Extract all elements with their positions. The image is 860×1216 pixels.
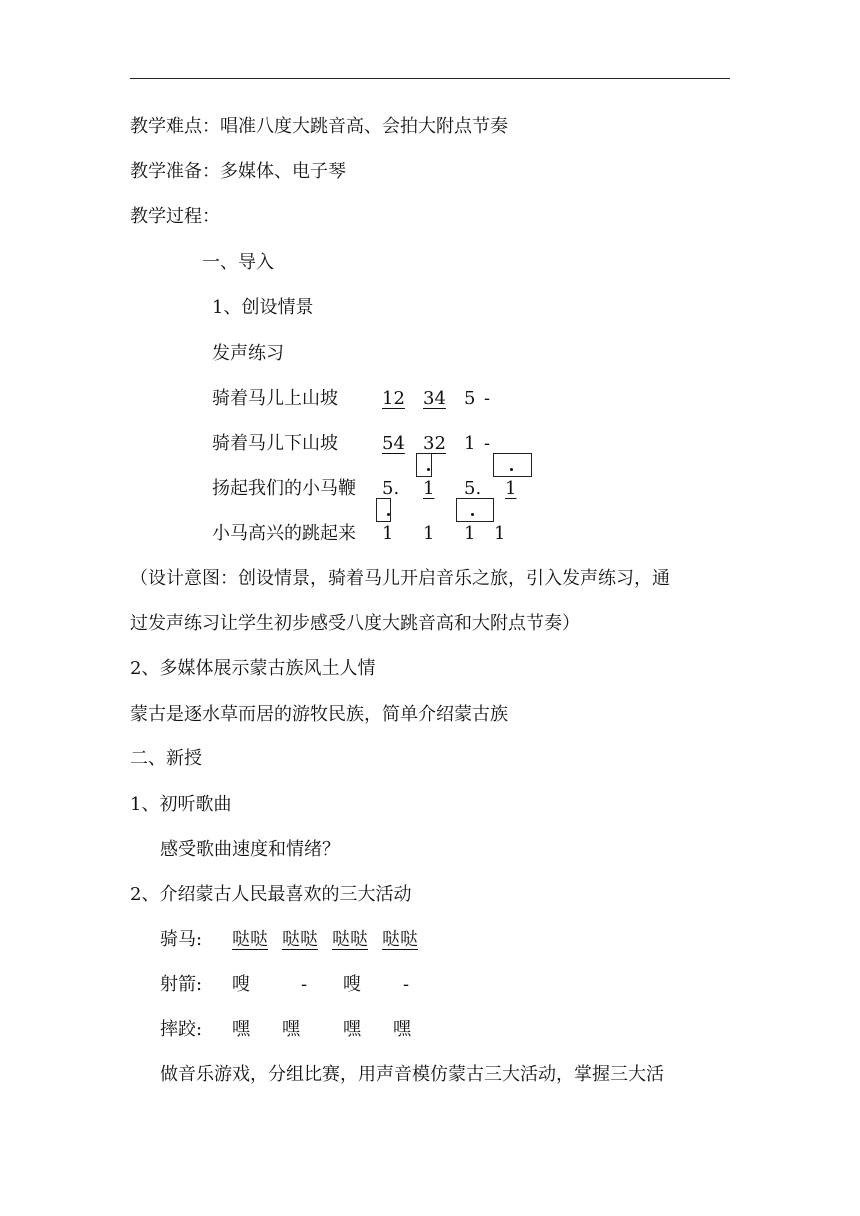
notation: 1 (494, 523, 506, 544)
beat: 嘿 (393, 1019, 411, 1040)
beat: 嗖 (343, 974, 361, 995)
notation: 32 (423, 433, 446, 454)
vocal-row-text: 扬起我们的小马鞭 (212, 478, 356, 499)
activity-label: 射箭: (160, 974, 203, 995)
activity-label: 摔跤: (160, 1019, 203, 1040)
notation: - (484, 388, 491, 409)
beat: 嘿 (232, 1019, 250, 1040)
beat: 哒哒 (232, 929, 268, 950)
octave-box (416, 453, 432, 477)
vocal-row-text: 骑着马儿下山坡 (212, 433, 338, 454)
octave-dot (471, 513, 474, 516)
vocal-row-text: 骑着马儿上山坡 (212, 388, 338, 409)
section-new: 二、新授 (130, 748, 202, 769)
notation: 12 (382, 388, 405, 409)
notation: 1 (505, 478, 517, 499)
octave-dot (387, 513, 390, 516)
beat: 嘿 (343, 1019, 361, 1040)
beat: 哒哒 (282, 929, 318, 950)
header-rule (130, 78, 730, 79)
notation: 34 (423, 388, 446, 409)
beat: - (403, 974, 410, 995)
notation: - (484, 433, 491, 454)
mongol-intro: 蒙古是逐水草而居的游牧民族，简单介绍蒙古族 (130, 704, 508, 725)
beat: 哒哒 (382, 929, 418, 950)
notation: 1 (382, 523, 394, 544)
octave-box (376, 498, 391, 522)
beat: 嗖 (232, 974, 250, 995)
notation: 54 (382, 433, 405, 454)
design-intent-line1: （设计意图：创设情景，骑着马儿开启音乐之旅，引入发声练习，通 (130, 568, 670, 589)
notation: 5 (464, 388, 476, 409)
octave-box (493, 453, 532, 477)
vocal-row-text: 小马高兴的跳起来 (212, 523, 356, 544)
notation: 1 (423, 523, 435, 544)
notation: 5. (382, 478, 400, 499)
vocal-heading: 发声练习 (212, 343, 284, 364)
section-intro: 一、导入 (202, 252, 274, 273)
octave-dot (427, 468, 430, 471)
notation: 1 (464, 523, 476, 544)
teaching-process: 教学过程： (130, 206, 220, 227)
beat: - (301, 974, 308, 995)
octave-dot (510, 468, 513, 471)
beat: 哒哒 (332, 929, 368, 950)
scene-heading: 1、创设情景 (212, 297, 314, 318)
notation: 1 (464, 433, 476, 454)
teaching-difficulty: 教学难点：唱准八度大跳音高、会拍大附点节奏 (130, 116, 508, 137)
activity-label: 骑马: (160, 929, 203, 950)
notation: 1 (423, 478, 435, 499)
listen-question: 感受歌曲速度和情绪？ (160, 839, 340, 860)
design-intent-line2: 过发声练习让学生初步感受八度大跳音高和大附点节奏） (130, 613, 580, 634)
octave-box (456, 498, 494, 522)
beat: 嘿 (282, 1019, 300, 1040)
listen-heading: 1、初听歌曲 (130, 794, 232, 815)
activities-heading: 2、介绍蒙古人民最喜欢的三大活动 (130, 884, 412, 905)
media-heading: 2、多媒体展示蒙古族风土人情 (130, 658, 376, 679)
teaching-prep: 教学准备：多媒体、电子琴 (130, 161, 346, 182)
music-game: 做音乐游戏，分组比赛，用声音模仿蒙古三大活动，掌握三大活 (160, 1064, 664, 1085)
notation: 5. (464, 478, 482, 499)
